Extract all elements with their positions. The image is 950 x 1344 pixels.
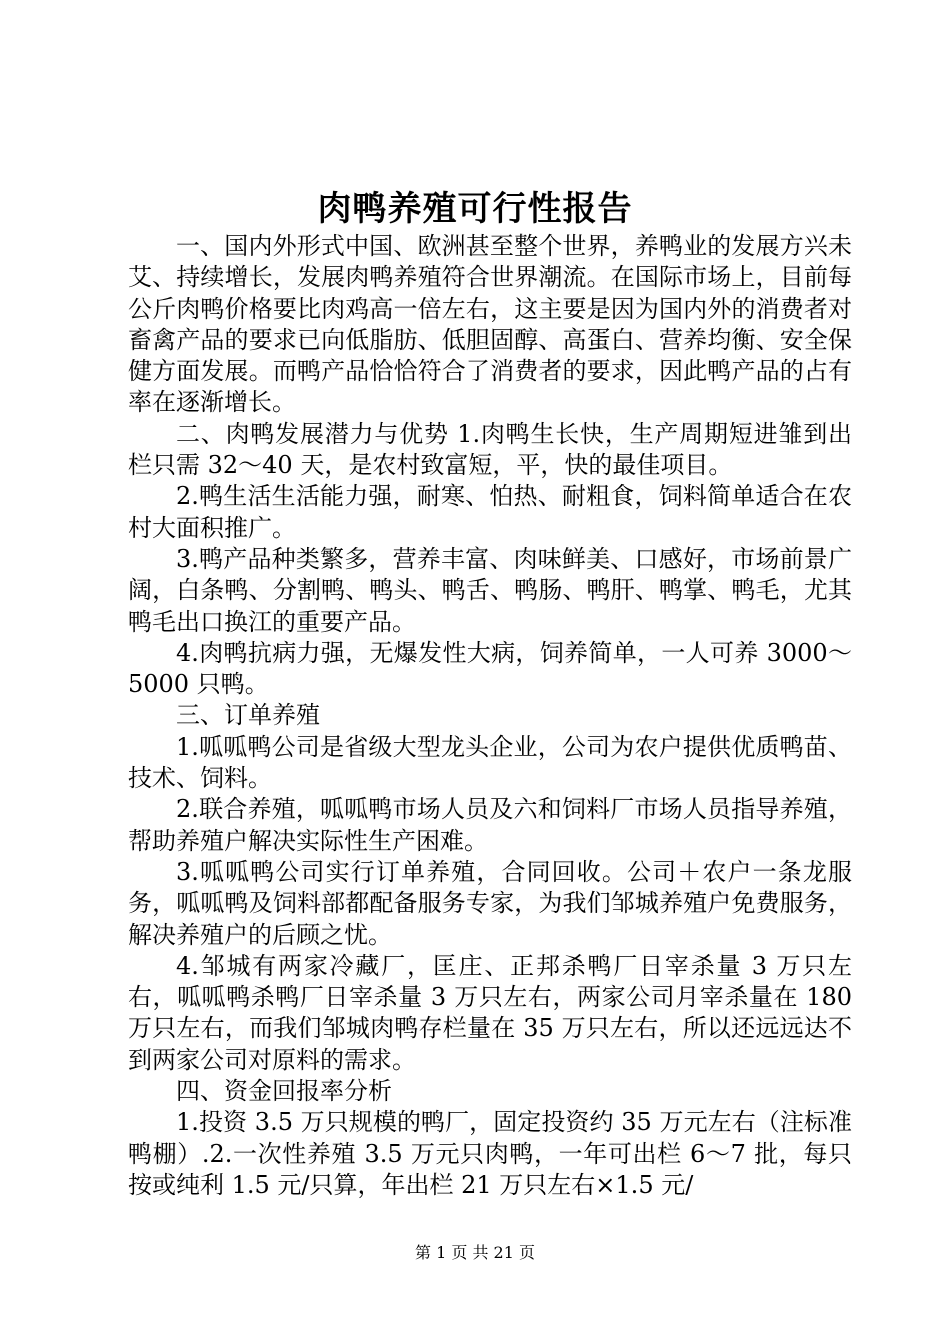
paragraph-10: 4.邹城有两家冷藏厂，匡庄、正邦杀鸭厂日宰杀量 3 万只左右，呱呱鸭杀鸭厂日宰杀量 3 万只左右，两家公司月宰杀量在 180 万只左右，而我们邹城肉鸭存栏量在 35 万只左右，所以还远远达不到两家公司对原料的需求。 xyxy=(128,951,852,1074)
paragraph-5: 4.肉鸭抗病力强，无爆发性大病，饲养简单，一人可养 3000～5000 只鸭。 xyxy=(128,638,852,699)
paragraph-12: 1.投资 3.5 万只规模的鸭厂，固定投资约 35 万元左右（注标准鸭棚）.2.一次性养殖 3.5 万元只肉鸭，一年可出栏 6～7 批，每只按或纯利 1.5 元/只算，年出栏 21 万只左右×1.5 元/ xyxy=(128,1108,852,1199)
section-heading-3: 三、订单养殖 xyxy=(176,701,320,730)
document-title: 肉鸭养殖可行性报告 xyxy=(317,189,633,229)
paragraph-1: 一、国内外形式中国、欧洲甚至整个世界，养鸭业的发展方兴未艾、持续增长，发展肉鸭养殖符合世界潮流。在国际市场上，目前每公斤肉鸭价格要比肉鸡高一倍左右，这主要是因为国内外的消费者对畜禽产品的要求已向低脂肪、低胆固醇、高蛋白、营养均衡、安全保健方面发展。而鸭产品恰恰符合了消费者的要求，因此鸭产品的占有率在逐渐增长。 xyxy=(128,232,852,417)
paragraph-4: 3.鸭产品种类繁多，营养丰富、肉味鲜美、口感好，市场前景广阔，白条鸭、分割鸭、鸭头、鸭舌、鸭肠、鸭肝、鸭掌、鸭毛，尤其鸭毛出口换江的重要产品。 xyxy=(128,544,852,636)
section-heading-4: 四、资金回报率分析 xyxy=(176,1077,392,1106)
paragraph-9: 3.呱呱鸭公司实行订单养殖，合同回收。公司＋农户一条龙服务，呱呱鸭及饲料部都配备服务专家，为我们邹城养殖户免费服务，解决养殖户的后顾之忧。 xyxy=(128,857,852,949)
paragraph-3: 2.鸭生活生活能力强，耐寒、怕热、耐粗食，饲料简单适合在农村大面积推广。 xyxy=(128,482,852,542)
document-body xyxy=(128,231,852,1201)
page-footer: 第 1 页 共 21 页 xyxy=(415,1243,535,1262)
paragraph-2: 二、肉鸭发展潜力与优势 1.肉鸭生长快，生产周期短进雏到出栏只需 32～40 天，是农村致富短，平，快的最佳项目。 xyxy=(128,419,852,480)
paragraph-7: 1.呱呱鸭公司是省级大型龙头企业，公司为农户提供优质鸭苗、技术、饲料。 xyxy=(128,732,852,793)
paragraph-8: 2.联合养殖，呱呱鸭市场人员及六和饲料厂市场人员指导养殖，帮助养殖户解决实际性生产困难。 xyxy=(128,795,852,855)
